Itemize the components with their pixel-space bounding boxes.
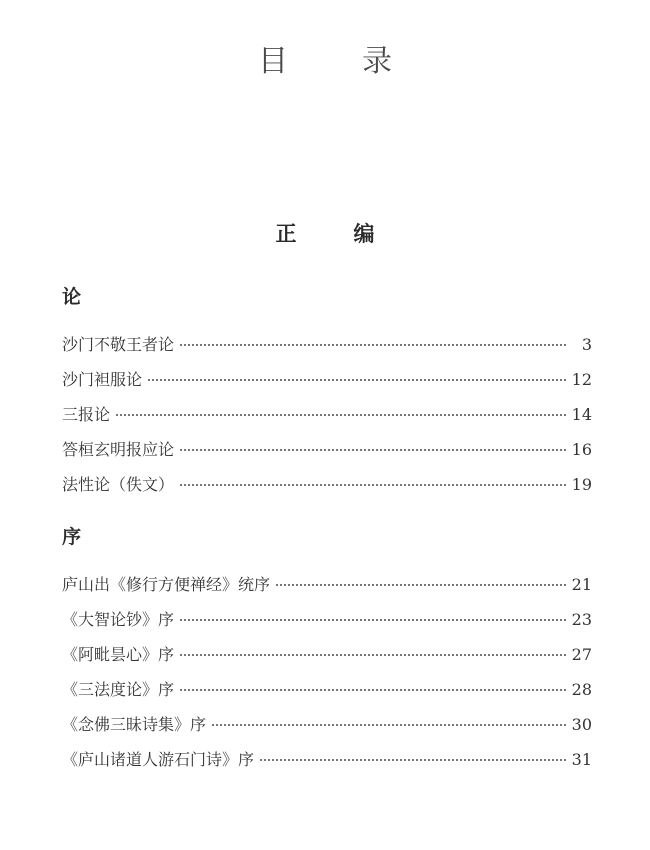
toc-entry[interactable] — [62, 607, 592, 642]
toc-entry[interactable] — [62, 472, 592, 507]
entry-title: 《庐山诸道人游石门诗》序 — [62, 750, 255, 769]
dot-leader — [180, 689, 566, 691]
toc-entry[interactable] — [62, 437, 592, 472]
entry-page-number: 3 — [581, 335, 592, 354]
toc-entry[interactable] — [62, 572, 592, 607]
toc-entry[interactable] — [62, 642, 592, 677]
entry-title: 法性论（佚文） — [62, 475, 175, 494]
dot-leader — [116, 414, 566, 416]
dot-leader — [180, 484, 566, 486]
entry-page-number: 30 — [571, 715, 592, 734]
entry-page-number: 28 — [571, 680, 592, 699]
dot-leader — [180, 449, 566, 451]
dot-leader — [276, 584, 566, 586]
toc-list — [62, 572, 592, 782]
entry-page-number: 16 — [571, 440, 592, 459]
page-title: 目 录 — [258, 44, 414, 79]
section-lun — [62, 282, 592, 507]
entry-title: 沙门袒服论 — [62, 370, 143, 389]
toc-entry[interactable] — [62, 367, 592, 402]
entry-title: 答桓玄明报应论 — [62, 440, 175, 459]
entry-page-number: 19 — [571, 475, 592, 494]
part-title: 正 编 — [275, 221, 393, 246]
entry-title: 《三法度论》序 — [62, 680, 175, 699]
entry-page-number: 14 — [571, 405, 592, 424]
entry-page-number: 12 — [571, 370, 592, 389]
dot-leader — [260, 759, 566, 761]
entry-page-number: 27 — [571, 645, 592, 664]
entry-page-number: 23 — [571, 610, 592, 629]
toc-entry[interactable] — [62, 747, 592, 782]
dot-leader — [180, 619, 566, 621]
dot-leader — [148, 379, 566, 381]
section-xu — [62, 522, 592, 782]
dot-leader — [180, 654, 566, 656]
toc-entry[interactable] — [62, 332, 592, 367]
entry-page-number: 21 — [571, 575, 592, 594]
entry-title: 《阿毗昙心》序 — [62, 645, 175, 664]
entry-title: 庐山出《修行方便禅经》统序 — [62, 575, 271, 594]
section-heading: 论 — [62, 286, 82, 308]
section-heading: 序 — [62, 526, 82, 548]
entry-title: 《大智论钞》序 — [62, 610, 175, 629]
toc-list — [62, 332, 592, 507]
toc-entry[interactable] — [62, 677, 592, 712]
toc-entry[interactable] — [62, 402, 592, 437]
entry-title: 三报论 — [62, 405, 111, 424]
toc-entry[interactable] — [62, 712, 592, 747]
dot-leader — [212, 724, 566, 726]
entry-title: 《念佛三昧诗集》序 — [62, 715, 207, 734]
dot-leader — [180, 344, 566, 346]
entry-page-number: 31 — [571, 750, 592, 769]
entry-title: 沙门不敬王者论 — [62, 335, 175, 354]
